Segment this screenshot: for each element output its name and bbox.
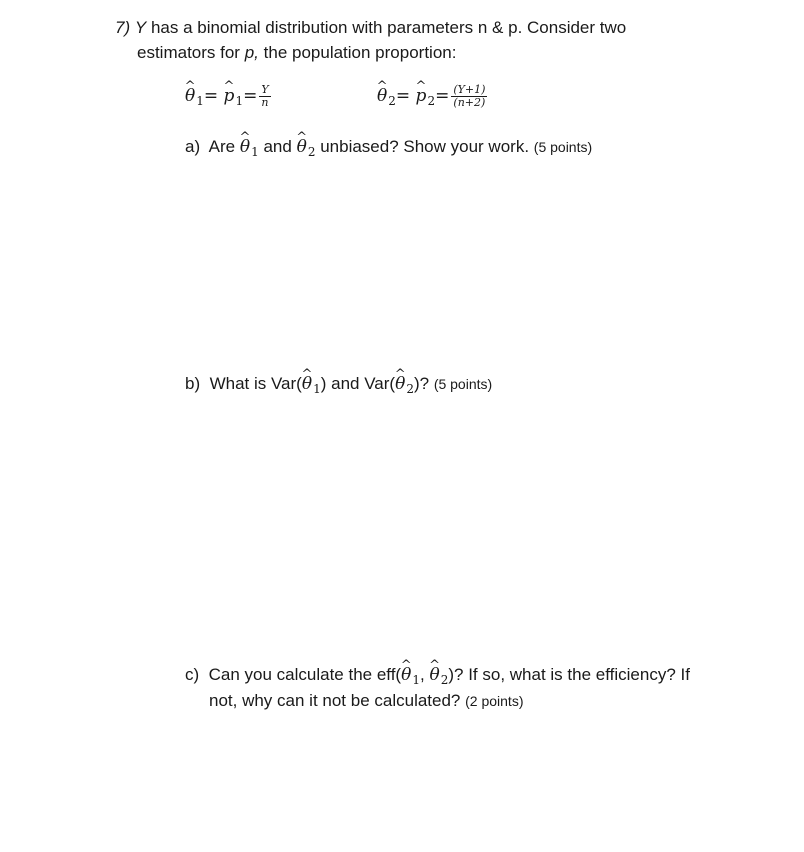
part-b-text-pre: What is Var( [209, 374, 302, 393]
part-b-points: (5 points) [433, 376, 493, 392]
theta-hat-1-subscript: 1 [196, 94, 204, 108]
part-b-mid: ) and Var( [320, 374, 396, 393]
question-stem-line-2 [137, 42, 456, 64]
part-b-question [185, 373, 492, 396]
fraction-numerator: Y [261, 83, 269, 96]
equals-sign: = [203, 86, 219, 106]
equals-sign: = [435, 86, 450, 106]
part-a-points: (5 points) [533, 139, 593, 155]
estimator-2-formula [377, 84, 489, 109]
theta-hat-2-subscript: 2 [440, 673, 449, 687]
p-hat-2-subscript: 2 [427, 94, 436, 108]
theta-hat-2: ^ θ [377, 85, 387, 107]
equals-sign: = [395, 86, 411, 106]
part-c-points: (2 points) [465, 693, 524, 709]
part-c-text-post: )? If so, what is the efficiency? If [448, 665, 690, 684]
part-c-label: c) [185, 665, 200, 684]
theta-hat-2-subscript: 2 [406, 382, 414, 396]
theta-hat-1: ^ θ [185, 85, 195, 107]
question-stem-line-1 [115, 17, 626, 39]
part-a-and: and [263, 137, 292, 156]
theta-hat-2-subscript: 2 [388, 94, 396, 108]
fraction-denominator: n [261, 96, 269, 109]
theta-hat-2: ^ θ [429, 664, 439, 686]
stem-text-2-pre: estimators for [137, 43, 240, 62]
stem-text-1: has a binomial distribution with parameters n & p. Consider two [150, 18, 627, 37]
part-c-comma: , [420, 665, 425, 684]
p-hat-1: ^ p [224, 85, 235, 107]
theta-hat-2: ^ θ [297, 136, 307, 158]
part-a-question [185, 136, 592, 159]
stem-text-2-post: the population proportion: [263, 43, 457, 62]
part-c-text-pre: Can you calculate the eff( [208, 665, 402, 684]
theta-hat-1-subscript: 1 [251, 145, 259, 159]
fraction-y-over-n [259, 84, 270, 109]
variable-y: Y [134, 18, 147, 37]
p-hat-2: ^ p [416, 85, 427, 107]
equals-sign: = [243, 86, 258, 106]
part-a-text-post: unbiased? Show your work. [320, 137, 530, 156]
theta-hat-1: ^ θ [401, 664, 411, 686]
fraction-numerator: (Y+1) [453, 83, 486, 96]
part-c-question-line-1 [185, 664, 690, 687]
part-b-label: b) [185, 374, 201, 393]
theta-hat-2: ^ θ [395, 373, 405, 395]
theta-hat-1: ^ θ [240, 136, 250, 158]
theta-hat-2-subscript: 2 [307, 145, 316, 159]
fraction-y-plus-1-over-n-plus-2 [451, 84, 487, 109]
theta-hat-1: ^ θ [302, 373, 312, 395]
theta-hat-1-subscript: 1 [412, 673, 420, 687]
part-a-text-pre: Are [208, 137, 236, 156]
theta-hat-1-subscript: 1 [313, 382, 321, 396]
fraction-denominator: (n+2) [453, 96, 486, 109]
estimator-1-formula [185, 84, 273, 109]
part-c-line-2-text: not, why can it not be calculated? [209, 691, 461, 710]
p-hat-1-subscript: 1 [235, 94, 244, 108]
part-c-question-line-2 [209, 690, 523, 712]
part-b-text-post: )? [413, 374, 430, 393]
variable-p: p, [244, 43, 259, 62]
part-a-label: a) [185, 137, 201, 156]
question-number: 7) [115, 18, 131, 37]
